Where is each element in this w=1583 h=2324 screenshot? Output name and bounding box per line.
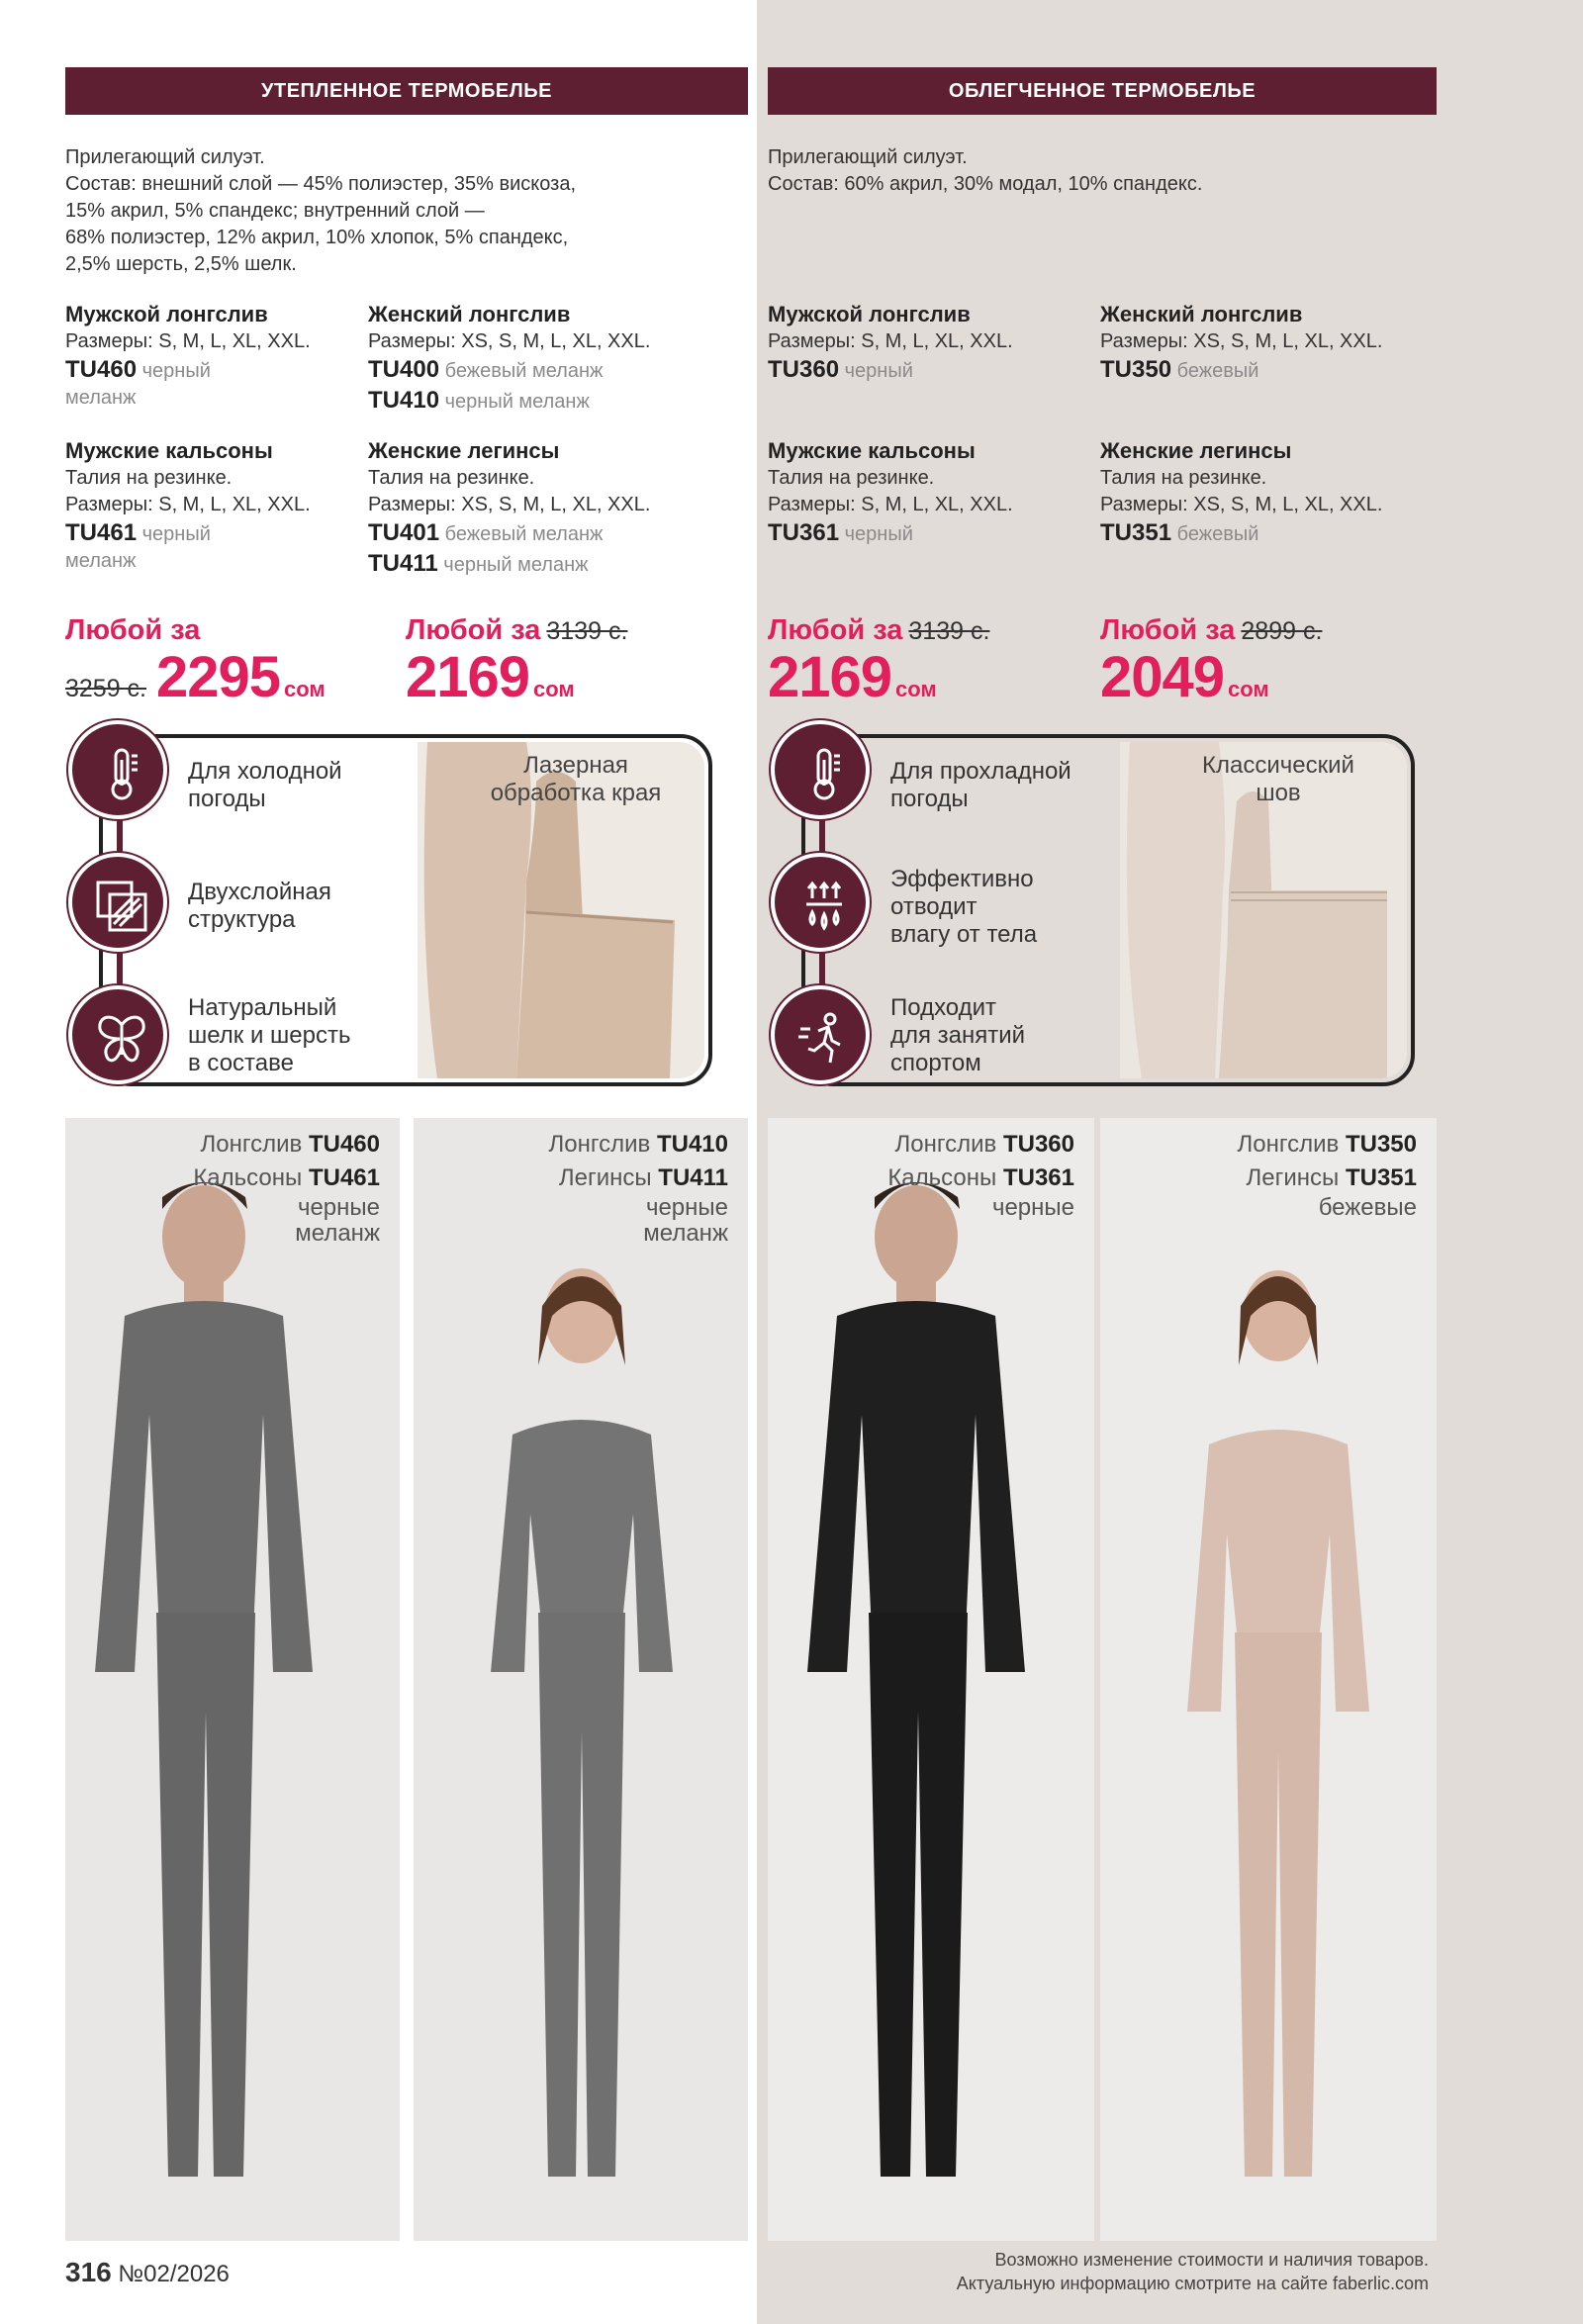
- photo-light-men: [768, 1118, 1094, 2241]
- caption-color: черные: [645, 1194, 728, 1221]
- model-figure: [768, 1118, 1094, 2241]
- product-mens-johns-light: [768, 437, 1094, 549]
- photo-light-women: [1100, 1118, 1437, 2241]
- current-price: 2049: [1100, 645, 1225, 709]
- product-name: Мужские кальсоны: [768, 438, 976, 463]
- caption-prefix: Легинсы: [1246, 1164, 1340, 1191]
- feature-line: Двухслойная: [188, 879, 331, 905]
- price-block-light-women: [1100, 613, 1322, 708]
- running-icon: [771, 985, 870, 1084]
- product-code: TU361: [768, 519, 840, 546]
- issue-number: №02/2026: [118, 2261, 230, 2287]
- section-header-light: ОБЛЕГЧЕННОЕ ТЕРМОБЕЛЬЕ: [768, 67, 1437, 115]
- product-waist: Талия на резинке.: [368, 467, 535, 489]
- old-price: 2899 с.: [1241, 617, 1323, 645]
- product-color: меланж: [65, 550, 137, 572]
- desc-line: Состав: 60% акрил, 30% модал, 10% спандекс.: [768, 173, 1203, 195]
- product-code-line: [65, 549, 392, 573]
- currency: сом: [1228, 677, 1269, 701]
- product-code-line: [368, 355, 695, 386]
- model-figure: [65, 1118, 400, 2241]
- desc-line: 2,5% шерсть, 2,5% шелк.: [65, 253, 297, 275]
- price-block-light-men: [768, 613, 989, 708]
- product-womens-longsleeve-light: [1100, 301, 1427, 386]
- product-color: бежевый меланж: [444, 360, 604, 382]
- caption-prefix: Легинсы: [558, 1164, 652, 1191]
- product-color: черный меланж: [443, 554, 589, 576]
- product-code-line: [65, 386, 392, 410]
- section-header-warm: УТЕПЛЕННОЕ ТЕРМОБЕЛЬЕ: [65, 67, 748, 115]
- product-waist: Талия на резинке.: [768, 467, 935, 489]
- photo-caption: [1238, 1128, 1417, 1221]
- product-color: черный: [844, 360, 913, 382]
- product-mens-longsleeve-warm: [65, 301, 392, 410]
- feature-line: погоды: [890, 786, 969, 812]
- caption-color: черные: [297, 1194, 380, 1221]
- feature-text: [188, 879, 331, 934]
- feature-line: Подходит: [890, 994, 997, 1021]
- price-block-warm-men: [65, 613, 326, 708]
- caption-prefix: Лонгслив: [894, 1131, 997, 1158]
- caption-prefix: Кальсоны: [887, 1164, 997, 1191]
- old-price: 3139 с.: [908, 617, 990, 645]
- page-number: [65, 2257, 230, 2288]
- product-waist: Талия на резинке.: [1100, 467, 1267, 489]
- detail-label-line: шов: [1256, 780, 1301, 806]
- desc-line: 68% полиэстер, 12% акрил, 10% хлопок, 5% спандекс,: [65, 227, 569, 248]
- price-label: Любой за: [65, 614, 201, 646]
- caption-prefix: Лонгслив: [200, 1131, 303, 1158]
- product-color: бежевый: [1176, 523, 1259, 545]
- product-womens-leggings-light: [1100, 437, 1427, 549]
- product-code: TU461: [65, 519, 138, 546]
- feature-text: [890, 994, 1025, 1077]
- feature-line: спортом: [890, 1050, 981, 1076]
- feature-text: [188, 758, 342, 813]
- photo-caption: [549, 1128, 728, 1247]
- product-name: Мужской лонгслив: [768, 302, 971, 326]
- product-code-line: [65, 518, 392, 549]
- caption-code: TU410: [656, 1131, 728, 1158]
- product-color: черный меланж: [444, 391, 590, 413]
- caption-code: TU411: [658, 1164, 728, 1191]
- desc-line: Состав: внешний слой — 45% полиэстер, 35% вискоза,: [65, 173, 576, 195]
- detail-label-line: Классический: [1202, 752, 1354, 779]
- caption-prefix: Лонгслив: [1237, 1131, 1340, 1158]
- price-block-warm-women: [406, 613, 627, 708]
- disclaimer-line: Возможно изменение стоимости и наличия товаров.: [994, 2250, 1429, 2270]
- feature-line: Натуральный: [188, 994, 337, 1021]
- product-color: меланж: [65, 387, 137, 409]
- product-code-line: [368, 386, 695, 417]
- detail-label: [457, 752, 695, 807]
- product-color: черный: [141, 523, 211, 545]
- model-figure: [414, 1118, 748, 2241]
- caption-color: меланж: [295, 1220, 380, 1247]
- feature-line: Для холодной: [188, 758, 342, 785]
- photo-caption: [887, 1128, 1074, 1221]
- moisture-icon: [771, 853, 870, 952]
- current-price: 2295: [156, 645, 281, 709]
- caption-code: TU461: [308, 1164, 380, 1191]
- butterfly-icon: [68, 985, 167, 1084]
- product-mens-longsleeve-light: [768, 301, 1094, 386]
- feature-line: в составе: [188, 1050, 294, 1076]
- caption-color: черные: [991, 1194, 1074, 1221]
- price-label: Любой за: [406, 614, 541, 646]
- thermometer-icon: [771, 720, 870, 819]
- product-code-line: [368, 549, 695, 580]
- product-code: TU400: [368, 356, 440, 383]
- currency: сом: [284, 677, 326, 701]
- light-description: [768, 144, 1437, 198]
- product-code: TU410: [368, 387, 440, 414]
- product-code-line: [368, 518, 695, 549]
- product-sizes: Размеры: XS, S, M, L, XL, XXL.: [1100, 330, 1383, 352]
- product-code: TU360: [768, 356, 840, 383]
- product-code: TU401: [368, 519, 440, 546]
- caption-code: TU351: [1345, 1164, 1417, 1191]
- product-color: черный: [844, 523, 913, 545]
- product-womens-leggings-warm: [368, 437, 695, 580]
- detail-label-line: обработка края: [490, 780, 662, 806]
- product-name: Женские легинсы: [368, 438, 560, 463]
- detail-label-line: Лазерная: [523, 752, 628, 779]
- product-code-line: [1100, 355, 1427, 386]
- caption-code: TU350: [1345, 1131, 1417, 1158]
- caption-code: TU360: [1002, 1131, 1074, 1158]
- product-color: черный: [141, 360, 211, 382]
- product-name: Женский лонгслив: [1100, 302, 1303, 326]
- product-sizes: Размеры: XS, S, M, L, XL, XXL.: [1100, 494, 1383, 515]
- price-label: Любой за: [1100, 614, 1236, 646]
- feature-line: Эффективно: [890, 866, 1034, 892]
- price-label: Любой за: [768, 614, 903, 646]
- page-number-value: 316: [65, 2257, 112, 2287]
- photo-warm-men: [65, 1118, 400, 2241]
- feature-text: [890, 758, 1071, 813]
- product-name: Мужские кальсоны: [65, 438, 273, 463]
- product-name: Женский лонгслив: [368, 302, 571, 326]
- model-figure: [1100, 1118, 1437, 2241]
- desc-line: Прилегающий силуэт.: [768, 146, 968, 168]
- product-sizes: Размеры: XS, S, M, L, XL, XXL.: [368, 494, 651, 515]
- product-code: TU351: [1100, 519, 1172, 546]
- current-price: 2169: [406, 645, 530, 709]
- caption-color: бежевые: [1318, 1194, 1417, 1221]
- product-sizes: Размеры: S, M, L, XL, XXL.: [65, 494, 311, 515]
- product-code: TU460: [65, 356, 138, 383]
- product-mens-johns-warm: [65, 437, 392, 573]
- layers-icon: [68, 853, 167, 952]
- product-color: бежевый меланж: [444, 523, 604, 545]
- product-code: TU350: [1100, 356, 1172, 383]
- product-color: бежевый: [1176, 360, 1259, 382]
- product-sizes: Размеры: S, M, L, XL, XXL.: [768, 330, 1013, 352]
- feature-line: шелк и шерсть: [188, 1022, 351, 1049]
- product-code-line: [65, 355, 392, 386]
- currency: сом: [533, 677, 575, 701]
- detail-label: [1160, 752, 1397, 807]
- caption-prefix: Лонгслив: [548, 1131, 651, 1158]
- photo-warm-women: [414, 1118, 748, 2241]
- old-price: 3259 с.: [65, 675, 147, 702]
- feature-line: погоды: [188, 786, 266, 812]
- desc-line: Прилегающий силуэт.: [65, 146, 265, 168]
- product-sizes: Размеры: S, M, L, XL, XXL.: [768, 494, 1013, 515]
- disclaimer-line: Актуальную информацию смотрите на сайте faberlic.com: [956, 2274, 1429, 2293]
- product-name: Мужской лонгслив: [65, 302, 268, 326]
- product-code-line: [768, 355, 1094, 386]
- caption-code: TU361: [1002, 1164, 1074, 1191]
- caption-code: TU460: [308, 1131, 380, 1158]
- photo-caption: [193, 1128, 380, 1247]
- feature-line: для занятий: [890, 1022, 1026, 1049]
- product-code-line: [1100, 518, 1427, 549]
- thermometer-icon: [68, 720, 167, 819]
- current-price: 2169: [768, 645, 892, 709]
- feature-line: влагу от тела: [890, 921, 1038, 948]
- feature-text: [890, 866, 1037, 949]
- feature-line: отводит: [890, 893, 978, 920]
- feature-line: Для прохладной: [890, 758, 1071, 785]
- desc-line: 15% акрил, 5% спандекс; внутренний слой —: [65, 200, 485, 222]
- caption-color: меланж: [643, 1220, 728, 1247]
- feature-text: [188, 994, 351, 1077]
- caption-prefix: Кальсоны: [193, 1164, 303, 1191]
- product-code: TU411: [368, 550, 438, 577]
- product-sizes: Размеры: XS, S, M, L, XL, XXL.: [368, 330, 651, 352]
- old-price: 3139 с.: [546, 617, 628, 645]
- product-womens-longsleeve-warm: [368, 301, 695, 417]
- product-sizes: Размеры: S, M, L, XL, XXL.: [65, 330, 311, 352]
- product-name: Женские легинсы: [1100, 438, 1292, 463]
- currency: сом: [895, 677, 937, 701]
- product-code-line: [768, 518, 1094, 549]
- footer-disclaimer: [957, 2248, 1429, 2295]
- product-waist: Талия на резинке.: [65, 467, 233, 489]
- feature-line: структура: [188, 906, 296, 933]
- warm-description: [65, 144, 748, 278]
